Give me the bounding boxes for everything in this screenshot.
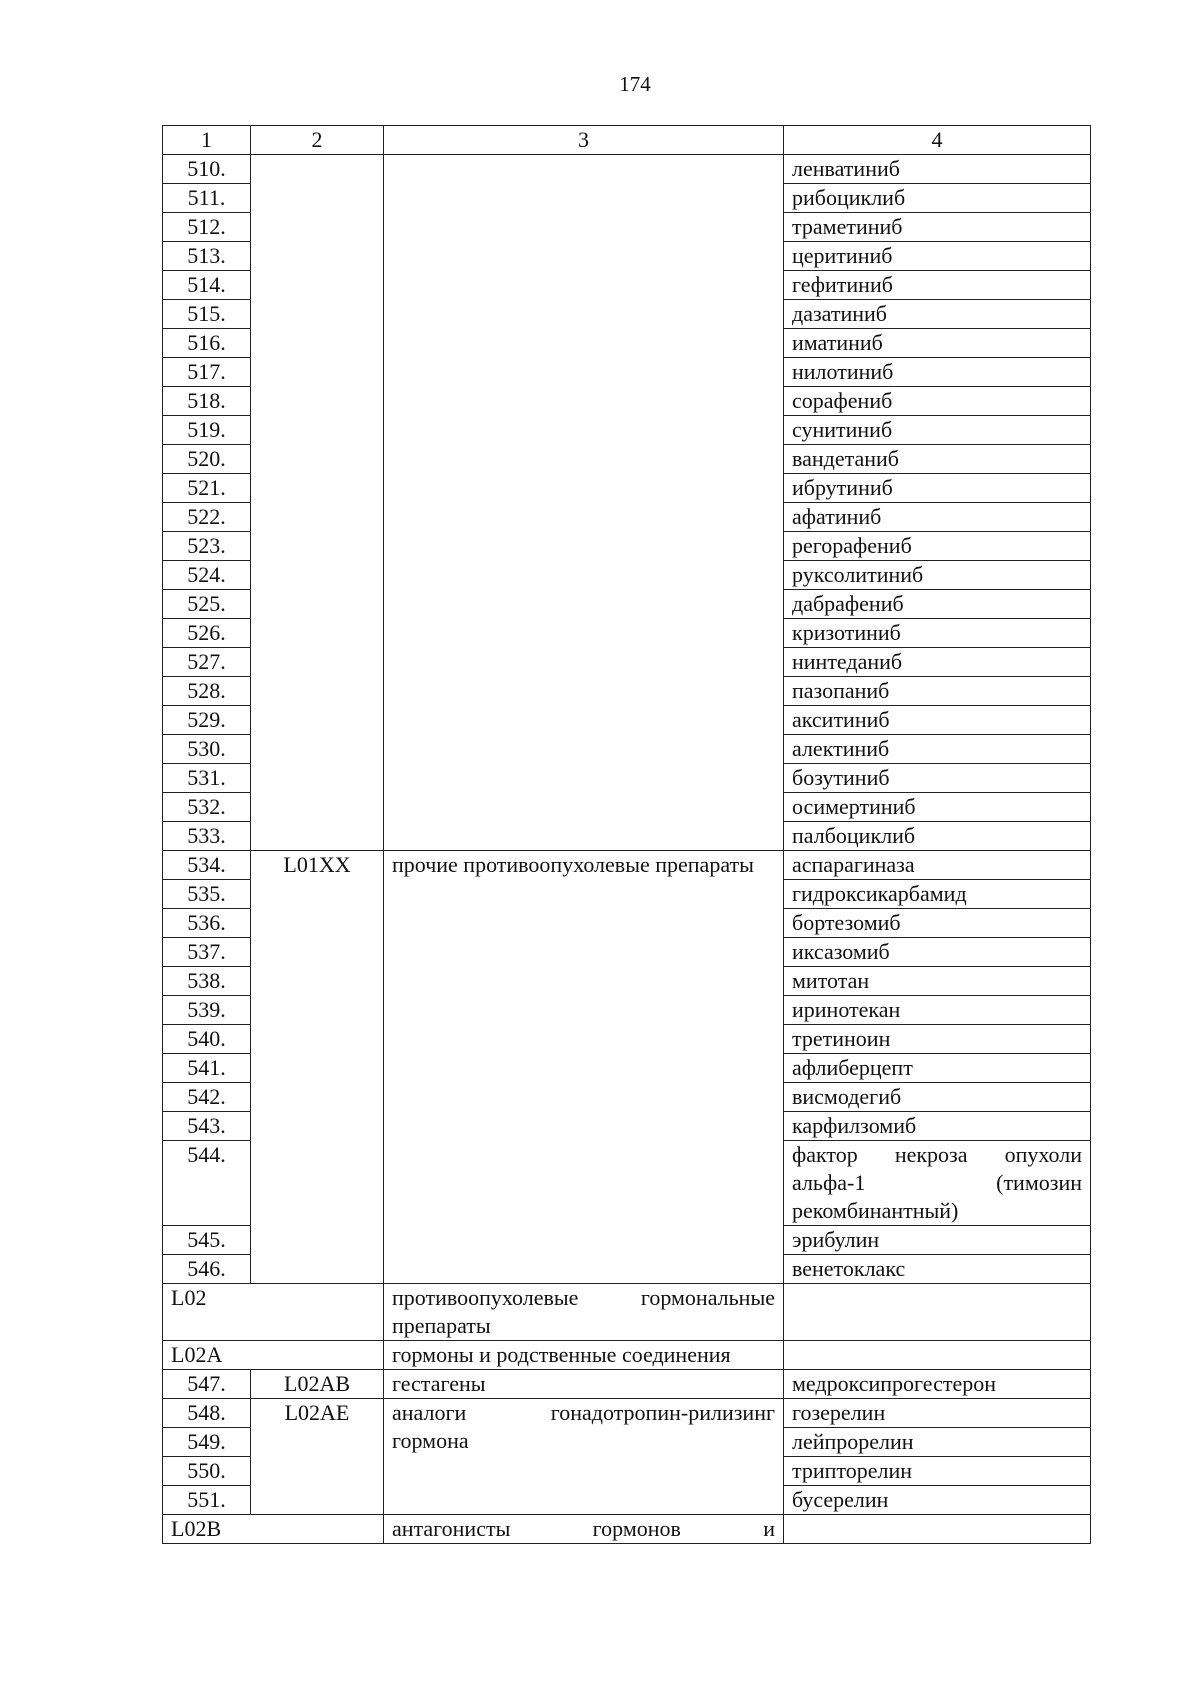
drug-name: гидроксикарбамид [784, 880, 1091, 909]
row-number: 550. [163, 1457, 251, 1486]
group-code-cell [251, 155, 384, 851]
atc-code: L02A [163, 1341, 384, 1370]
row-number: 515. [163, 300, 251, 329]
column-header: 1 [163, 126, 251, 155]
drug-name: нилотиниб [784, 358, 1091, 387]
column-header: 3 [384, 126, 784, 155]
row-number: 528. [163, 677, 251, 706]
drug-name: пазопаниб [784, 677, 1091, 706]
drug-name: траметиниб [784, 213, 1091, 242]
drug-name: венетоклакс [784, 1255, 1091, 1284]
table-header-row [163, 126, 1091, 155]
row-number: 546. [163, 1255, 251, 1284]
drug-name: третиноин [784, 1025, 1091, 1054]
row-number: 520. [163, 445, 251, 474]
drug-name: алектиниб [784, 735, 1091, 764]
drug-name: трипторелин [784, 1457, 1091, 1486]
row-number: 542. [163, 1083, 251, 1112]
empty-cell [784, 1341, 1091, 1370]
row-number: 514. [163, 271, 251, 300]
drug-name: дазатиниб [784, 300, 1091, 329]
drug-name: акситиниб [784, 706, 1091, 735]
column-header: 4 [784, 126, 1091, 155]
drug-name: карфилзомиб [784, 1112, 1091, 1141]
drug-name: дабрафениб [784, 590, 1091, 619]
row-number: 526. [163, 619, 251, 648]
row-number: 524. [163, 561, 251, 590]
page-number: 174 [619, 72, 651, 96]
empty-cell [784, 1284, 1091, 1341]
row-number: 537. [163, 938, 251, 967]
row-number: 538. [163, 967, 251, 996]
drug-name: иматиниб [784, 329, 1091, 358]
table-row [163, 1399, 1091, 1428]
atc-code: L02AE [251, 1399, 384, 1515]
drug-name: бусерелин [784, 1486, 1091, 1515]
row-number: 510. [163, 155, 251, 184]
drug-name: эрибулин [784, 1226, 1091, 1255]
drug-name: иринотекан [784, 996, 1091, 1025]
drug-name: висмодегиб [784, 1083, 1091, 1112]
drug-name: иксазомиб [784, 938, 1091, 967]
row-number: 541. [163, 1054, 251, 1083]
table-body [163, 155, 1091, 1544]
row-number: 511. [163, 184, 251, 213]
drug-name: бортезомиб [784, 909, 1091, 938]
group-description: противоопухолевые гормональные препараты [384, 1284, 784, 1341]
empty-cell [784, 1515, 1091, 1544]
atc-code: L01XX [251, 851, 384, 1284]
row-number: 533. [163, 822, 251, 851]
atc-code: L02B [163, 1515, 384, 1544]
group-description: антагонисты гормонов и [384, 1515, 784, 1544]
table-row [163, 1341, 1091, 1370]
row-number: 519. [163, 416, 251, 445]
atc-code: L02 [163, 1284, 384, 1341]
group-description: гестагены [384, 1370, 784, 1399]
drug-name: ибрутиниб [784, 474, 1091, 503]
drug-name: бозутиниб [784, 764, 1091, 793]
group-description: аналоги гонадотропин-рилизинг гормона [384, 1399, 784, 1515]
drug-name: церитиниб [784, 242, 1091, 271]
atc-code: L02AB [251, 1370, 384, 1399]
table-row [163, 851, 1091, 880]
row-number: 530. [163, 735, 251, 764]
drug-name: аспарагиназа [784, 851, 1091, 880]
group-description-cell [384, 155, 784, 851]
table-row [163, 1284, 1091, 1341]
drug-name: руксолитиниб [784, 561, 1091, 590]
drug-name: афлиберцепт [784, 1054, 1091, 1083]
group-description: прочие противоопухолевые препараты [384, 851, 784, 1284]
drug-name: гозерелин [784, 1399, 1091, 1428]
drug-name: осимертиниб [784, 793, 1091, 822]
row-number: 535. [163, 880, 251, 909]
row-number: 548. [163, 1399, 251, 1428]
drug-name: рибоциклиб [784, 184, 1091, 213]
row-number: 531. [163, 764, 251, 793]
row-number: 545. [163, 1226, 251, 1255]
row-number: 522. [163, 503, 251, 532]
drug-name: фактор некроза опухоли альфа-1 (тимозин рекомбинантный) [784, 1141, 1091, 1226]
row-number: 513. [163, 242, 251, 271]
row-number: 518. [163, 387, 251, 416]
drug-name: гефитиниб [784, 271, 1091, 300]
row-number: 516. [163, 329, 251, 358]
row-number: 523. [163, 532, 251, 561]
row-number: 547. [163, 1370, 251, 1399]
drug-name: кризотиниб [784, 619, 1091, 648]
row-number: 521. [163, 474, 251, 503]
drug-name: митотан [784, 967, 1091, 996]
row-number: 549. [163, 1428, 251, 1457]
row-number: 517. [163, 358, 251, 387]
drug-name: сорафениб [784, 387, 1091, 416]
row-number: 551. [163, 1486, 251, 1515]
table-row [163, 155, 1091, 184]
row-number: 512. [163, 213, 251, 242]
drug-name: вандетаниб [784, 445, 1091, 474]
drug-name: регорафениб [784, 532, 1091, 561]
row-number: 540. [163, 1025, 251, 1054]
column-header: 2 [251, 126, 384, 155]
row-number: 527. [163, 648, 251, 677]
row-number: 529. [163, 706, 251, 735]
row-number: 536. [163, 909, 251, 938]
drug-name: сунитиниб [784, 416, 1091, 445]
drug-name: палбоциклиб [784, 822, 1091, 851]
row-number: 544. [163, 1141, 251, 1226]
table-row [163, 1515, 1091, 1544]
row-number: 543. [163, 1112, 251, 1141]
group-description: гормоны и родственные соединения [384, 1341, 784, 1370]
row-number: 532. [163, 793, 251, 822]
drug-list-table [162, 125, 1091, 1544]
drug-name: афатиниб [784, 503, 1091, 532]
drug-name: нинтеданиб [784, 648, 1091, 677]
table-row [163, 1370, 1091, 1399]
row-number: 525. [163, 590, 251, 619]
drug-name: лейпрорелин [784, 1428, 1091, 1457]
drug-name: ленватиниб [784, 155, 1091, 184]
row-number: 539. [163, 996, 251, 1025]
row-number: 534. [163, 851, 251, 880]
drug-name: медроксипрогестерон [784, 1370, 1091, 1399]
